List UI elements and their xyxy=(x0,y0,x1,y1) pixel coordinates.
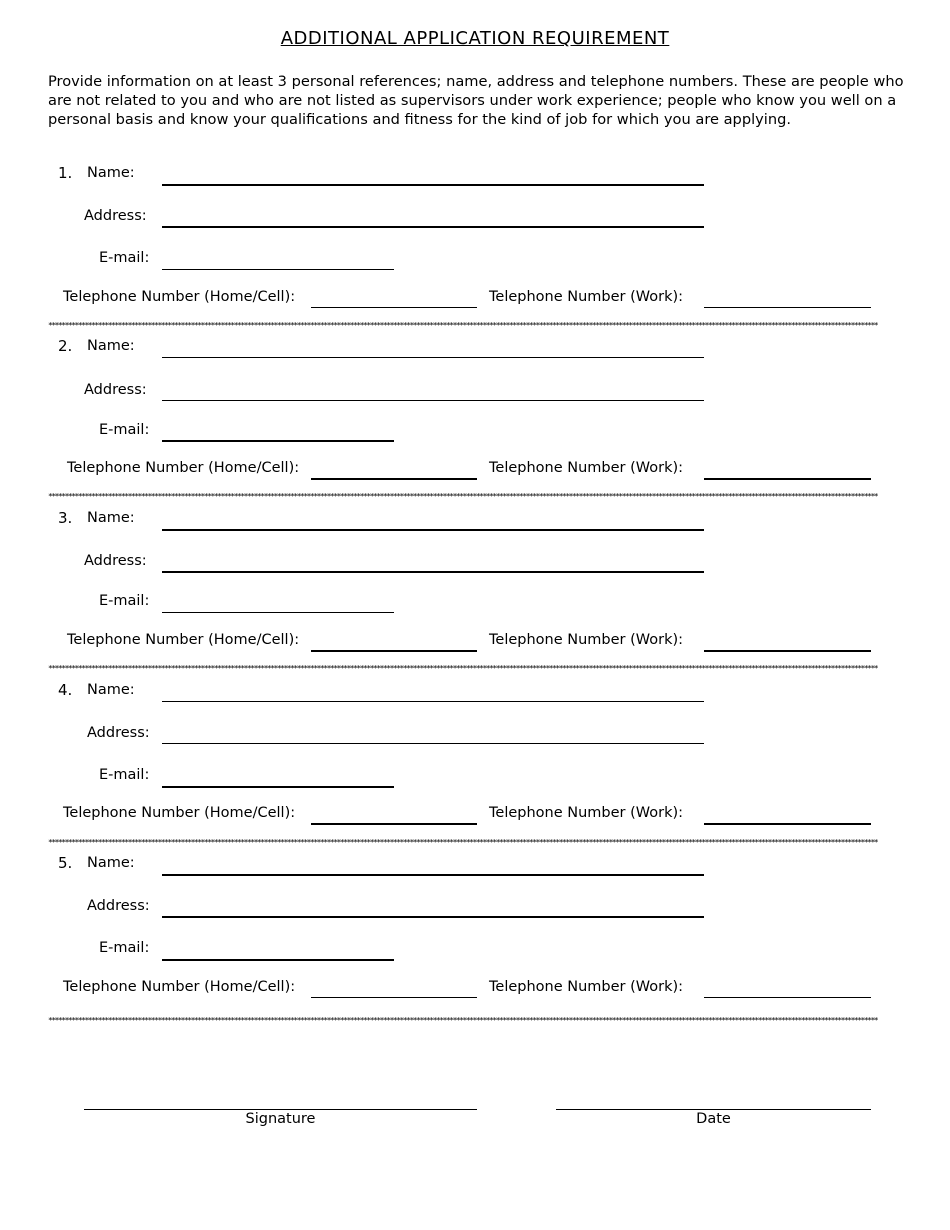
email-label: E-mail: xyxy=(99,250,150,266)
phone-home-field[interactable] xyxy=(311,478,477,480)
phone-home-field[interactable] xyxy=(311,997,477,998)
reference-number: 2. xyxy=(58,337,73,355)
date-label: Date xyxy=(696,1111,731,1127)
separator: ********************************************************************************************************************************************************************************************************************************************************** xyxy=(48,493,878,500)
signature-label: Signature xyxy=(245,1111,316,1127)
reference-number: 3. xyxy=(58,509,73,527)
phone-home-field[interactable] xyxy=(311,307,477,308)
email-label: E-mail: xyxy=(99,593,150,609)
reference-block-4 xyxy=(0,677,950,849)
name-field[interactable] xyxy=(162,529,704,531)
phone-work-label: Telephone Number (Work): xyxy=(489,979,684,995)
name-label: Name: xyxy=(87,855,135,871)
signature-field[interactable] xyxy=(84,1109,477,1110)
phone-home-label: Telephone Number (Home/Cell): xyxy=(63,289,296,305)
name-field[interactable] xyxy=(162,357,704,358)
name-field[interactable] xyxy=(162,184,704,186)
email-label: E-mail: xyxy=(99,940,150,956)
separator: ********************************************************************************************************************************************************************************************************************************************************** xyxy=(48,322,878,329)
email-field[interactable] xyxy=(162,786,394,788)
phone-home-label: Telephone Number (Home/Cell): xyxy=(67,460,300,476)
name-label: Name: xyxy=(87,510,135,526)
email-label: E-mail: xyxy=(99,422,150,438)
name-label: Name: xyxy=(87,165,135,181)
name-label: Name: xyxy=(87,338,135,354)
separator: ********************************************************************************************************************************************************************************************************************************************************** xyxy=(48,1017,878,1024)
phone-work-field[interactable] xyxy=(704,823,871,825)
phone-home-field[interactable] xyxy=(311,650,477,652)
phone-work-label: Telephone Number (Work): xyxy=(489,805,684,821)
reference-block-3 xyxy=(0,505,950,677)
phone-home-label: Telephone Number (Home/Cell): xyxy=(67,632,300,648)
reference-number: 4. xyxy=(58,681,73,699)
address-field[interactable] xyxy=(162,400,704,401)
reference-block-5 xyxy=(0,850,950,1022)
phone-home-label: Telephone Number (Home/Cell): xyxy=(63,979,296,995)
email-field[interactable] xyxy=(162,612,394,613)
phone-home-field[interactable] xyxy=(311,823,477,825)
reference-block-1 xyxy=(0,160,950,332)
address-field[interactable] xyxy=(162,916,704,918)
phone-work-label: Telephone Number (Work): xyxy=(489,632,684,648)
address-label: Address: xyxy=(84,382,147,398)
email-field[interactable] xyxy=(162,440,394,442)
address-field[interactable] xyxy=(162,743,704,744)
reference-block-2 xyxy=(0,333,950,505)
address-label: Address: xyxy=(84,553,147,569)
separator: ********************************************************************************************************************************************************************************************************************************************************** xyxy=(48,839,878,846)
date-field[interactable] xyxy=(556,1109,871,1110)
instructions-text: Provide information on at least 3 personal references; name, address and telephone numbers. These are people who are not related to you and who are not listed as supervisors under work experience; people who know you well on a personal basis and know your qualifications and fitness for the kind of job for which you are applying. xyxy=(48,73,904,129)
phone-home-label: Telephone Number (Home/Cell): xyxy=(63,805,296,821)
name-field[interactable] xyxy=(162,701,704,702)
address-label: Address: xyxy=(87,898,150,914)
address-label: Address: xyxy=(87,725,150,741)
phone-work-field[interactable] xyxy=(704,478,871,480)
email-label: E-mail: xyxy=(99,767,150,783)
phone-work-label: Telephone Number (Work): xyxy=(489,289,684,305)
address-label: Address: xyxy=(84,208,147,224)
phone-work-field[interactable] xyxy=(704,997,871,998)
phone-work-label: Telephone Number (Work): xyxy=(489,460,684,476)
email-field[interactable] xyxy=(162,269,394,270)
phone-work-field[interactable] xyxy=(704,650,871,652)
name-field[interactable] xyxy=(162,874,704,876)
reference-number: 5. xyxy=(58,854,73,872)
separator: ********************************************************************************************************************************************************************************************************************************************************** xyxy=(48,665,878,672)
name-label: Name: xyxy=(87,682,135,698)
address-field[interactable] xyxy=(162,226,704,228)
reference-number: 1. xyxy=(58,164,73,182)
phone-work-field[interactable] xyxy=(704,307,871,308)
form-title: ADDITIONAL APPLICATION REQUIREMENT xyxy=(280,28,670,49)
email-field[interactable] xyxy=(162,959,394,961)
address-field[interactable] xyxy=(162,571,704,573)
